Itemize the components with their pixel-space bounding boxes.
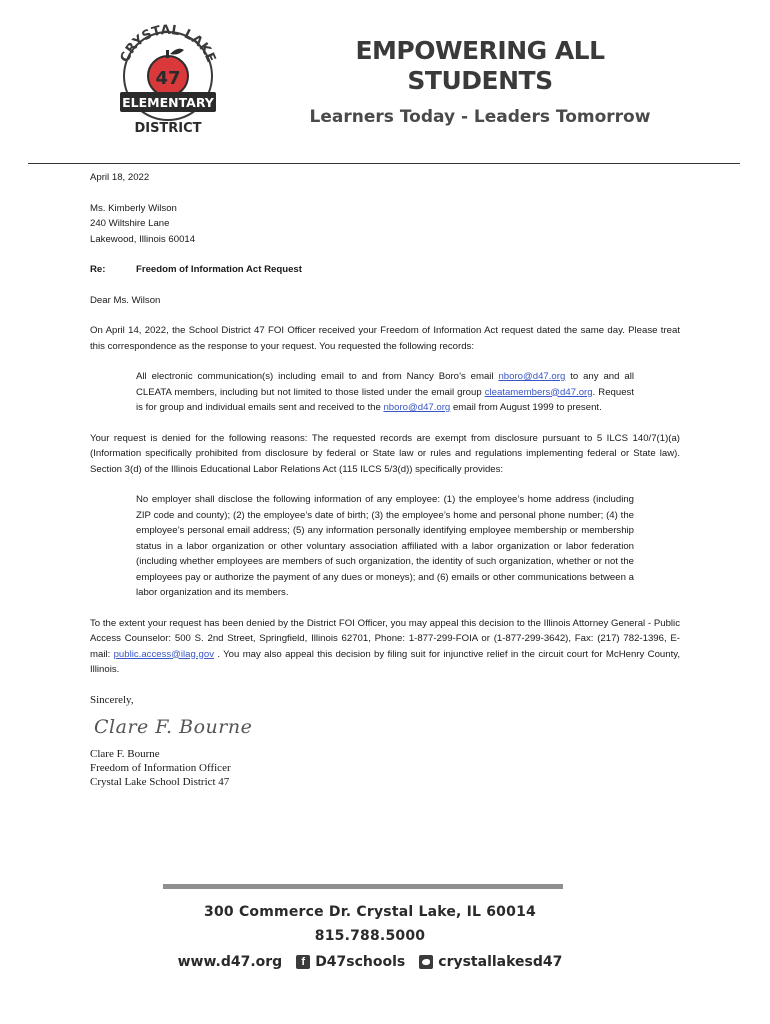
letter-body xyxy=(90,170,680,789)
email-link-cleatamembers[interactable]: cleatamembers@d47.org xyxy=(484,386,593,398)
salutation: Dear Ms. Wilson xyxy=(90,294,161,306)
facebook-handle: D47schools xyxy=(315,954,406,970)
logo-bottom-text: DISTRICT xyxy=(134,121,202,136)
district-logo xyxy=(112,14,224,138)
twitter-handle: crystallakesd47 xyxy=(438,954,563,970)
letterhead xyxy=(300,36,660,128)
twitter-icon xyxy=(419,955,433,969)
footer-divider xyxy=(163,884,563,889)
signer-name: Clare F. Bourne xyxy=(90,747,160,760)
subject-text: Freedom of Information Act Request xyxy=(136,264,302,275)
email-link-public-access[interactable]: public.access@ilag.gov xyxy=(113,648,214,660)
facebook-icon: f xyxy=(296,955,310,969)
letter-date: April 18, 2022 xyxy=(90,172,150,183)
signer-title: Freedom of Information Officer xyxy=(90,761,231,774)
subject-line xyxy=(90,262,680,278)
slogan: EMPOWERING ALL STUDENTS xyxy=(355,36,605,95)
recipient-city: Lakewood, Illinois 60014 xyxy=(90,233,196,245)
email-link-nboro[interactable]: nboro@d47.org xyxy=(498,371,566,382)
footer-twitter[interactable] xyxy=(419,950,562,974)
logo-banner-text: ELEMENTARY xyxy=(122,95,214,110)
subject-label: Re: xyxy=(90,264,106,275)
paragraph-denial-reason: Your request is denied for the following reasons: The requested records are exempt from disclosure pursuant to 5 ILCS 140/7(1)(a) (Information specifically prohibited from disclosure by federal or State law or rules and regulations implementing federal or State law). Section 3(d) of the Illinois Educational Labor Relations Act (115 ILCS 5/3(d)) specifically provides: xyxy=(90,432,680,475)
logo-arc-text: CRYSTAL LAKE xyxy=(117,22,219,65)
paragraph-request-received: On April 14, 2022, the School District 47 FOI Officer received your Freedom of Information Act request dated the same day. Please treat this correspondence as the response to your request. You requested the following records: xyxy=(90,325,680,352)
recipient-street: 240 Wiltshire Lane xyxy=(90,218,170,229)
email-link-nboro-2[interactable]: nboro@d47.org xyxy=(383,402,451,413)
district-logo-graphic xyxy=(112,14,224,138)
header-divider xyxy=(28,163,740,164)
closing: Sincerely, xyxy=(90,693,134,706)
signer-organization: Crystal Lake School District 47 xyxy=(90,775,230,788)
quoted-statute: No employer shall disclose the following information of any employee: (1) the employee’s home address (including ZIP code and county); (2) the employee’s date of birth; (3) the employee’s home and personal phone number; (4) the employee’s personal email address; (5) any information personally identifying employee membership or membership status in a labor organization or other voluntary association affiliated with a labor organization or labor federation (including whether employees are members of such organization, the identity of such organization, whether or not the employees pay or authorize the payment of any dues or moneys); and (6) emails or other communications between a labor organization and its members. xyxy=(136,494,634,598)
recipient-name: Ms. Kimberly Wilson xyxy=(90,202,177,214)
quoted-request: All electronic communication(s) including email to and from Nancy Boro’s email nboro@d47.org to any and all CLEATA members, including but not limited to those listed under the email group cleatamembers@d47.org. Request is for group and individual emails sent and received to the nboro@d47.org email from August 1999 to present. xyxy=(136,371,634,413)
signature: Clare F. Bourne xyxy=(94,715,253,738)
footer-website[interactable]: www.d47.org xyxy=(177,954,283,970)
footer-contacts xyxy=(150,950,590,974)
footer-facebook[interactable] xyxy=(296,950,405,974)
footer-address: 300 Commerce Dr. Crystal Lake, IL 60014 815.788.5000 xyxy=(204,904,536,944)
footer xyxy=(150,900,590,974)
logo-number: 47 xyxy=(155,68,181,89)
tagline: Learners Today - Leaders Tomorrow xyxy=(309,107,651,127)
paragraph-appeal: To the extent your request has been denied by the District FOI Officer, you may appeal this decision to the Illinois Attorney General - Public Access Counselor: 500 S. 2nd Street, Springfield, Illinois 62701, Phone: 1-877-299-FOIA or (1-877-299-3642), Fax: (217) 782-1396, E-mail: public.access@ilag.gov . You may also appeal this decision by filing suit for injunctive relief in the circuit court for McHenry County, Illinois. xyxy=(90,617,680,675)
